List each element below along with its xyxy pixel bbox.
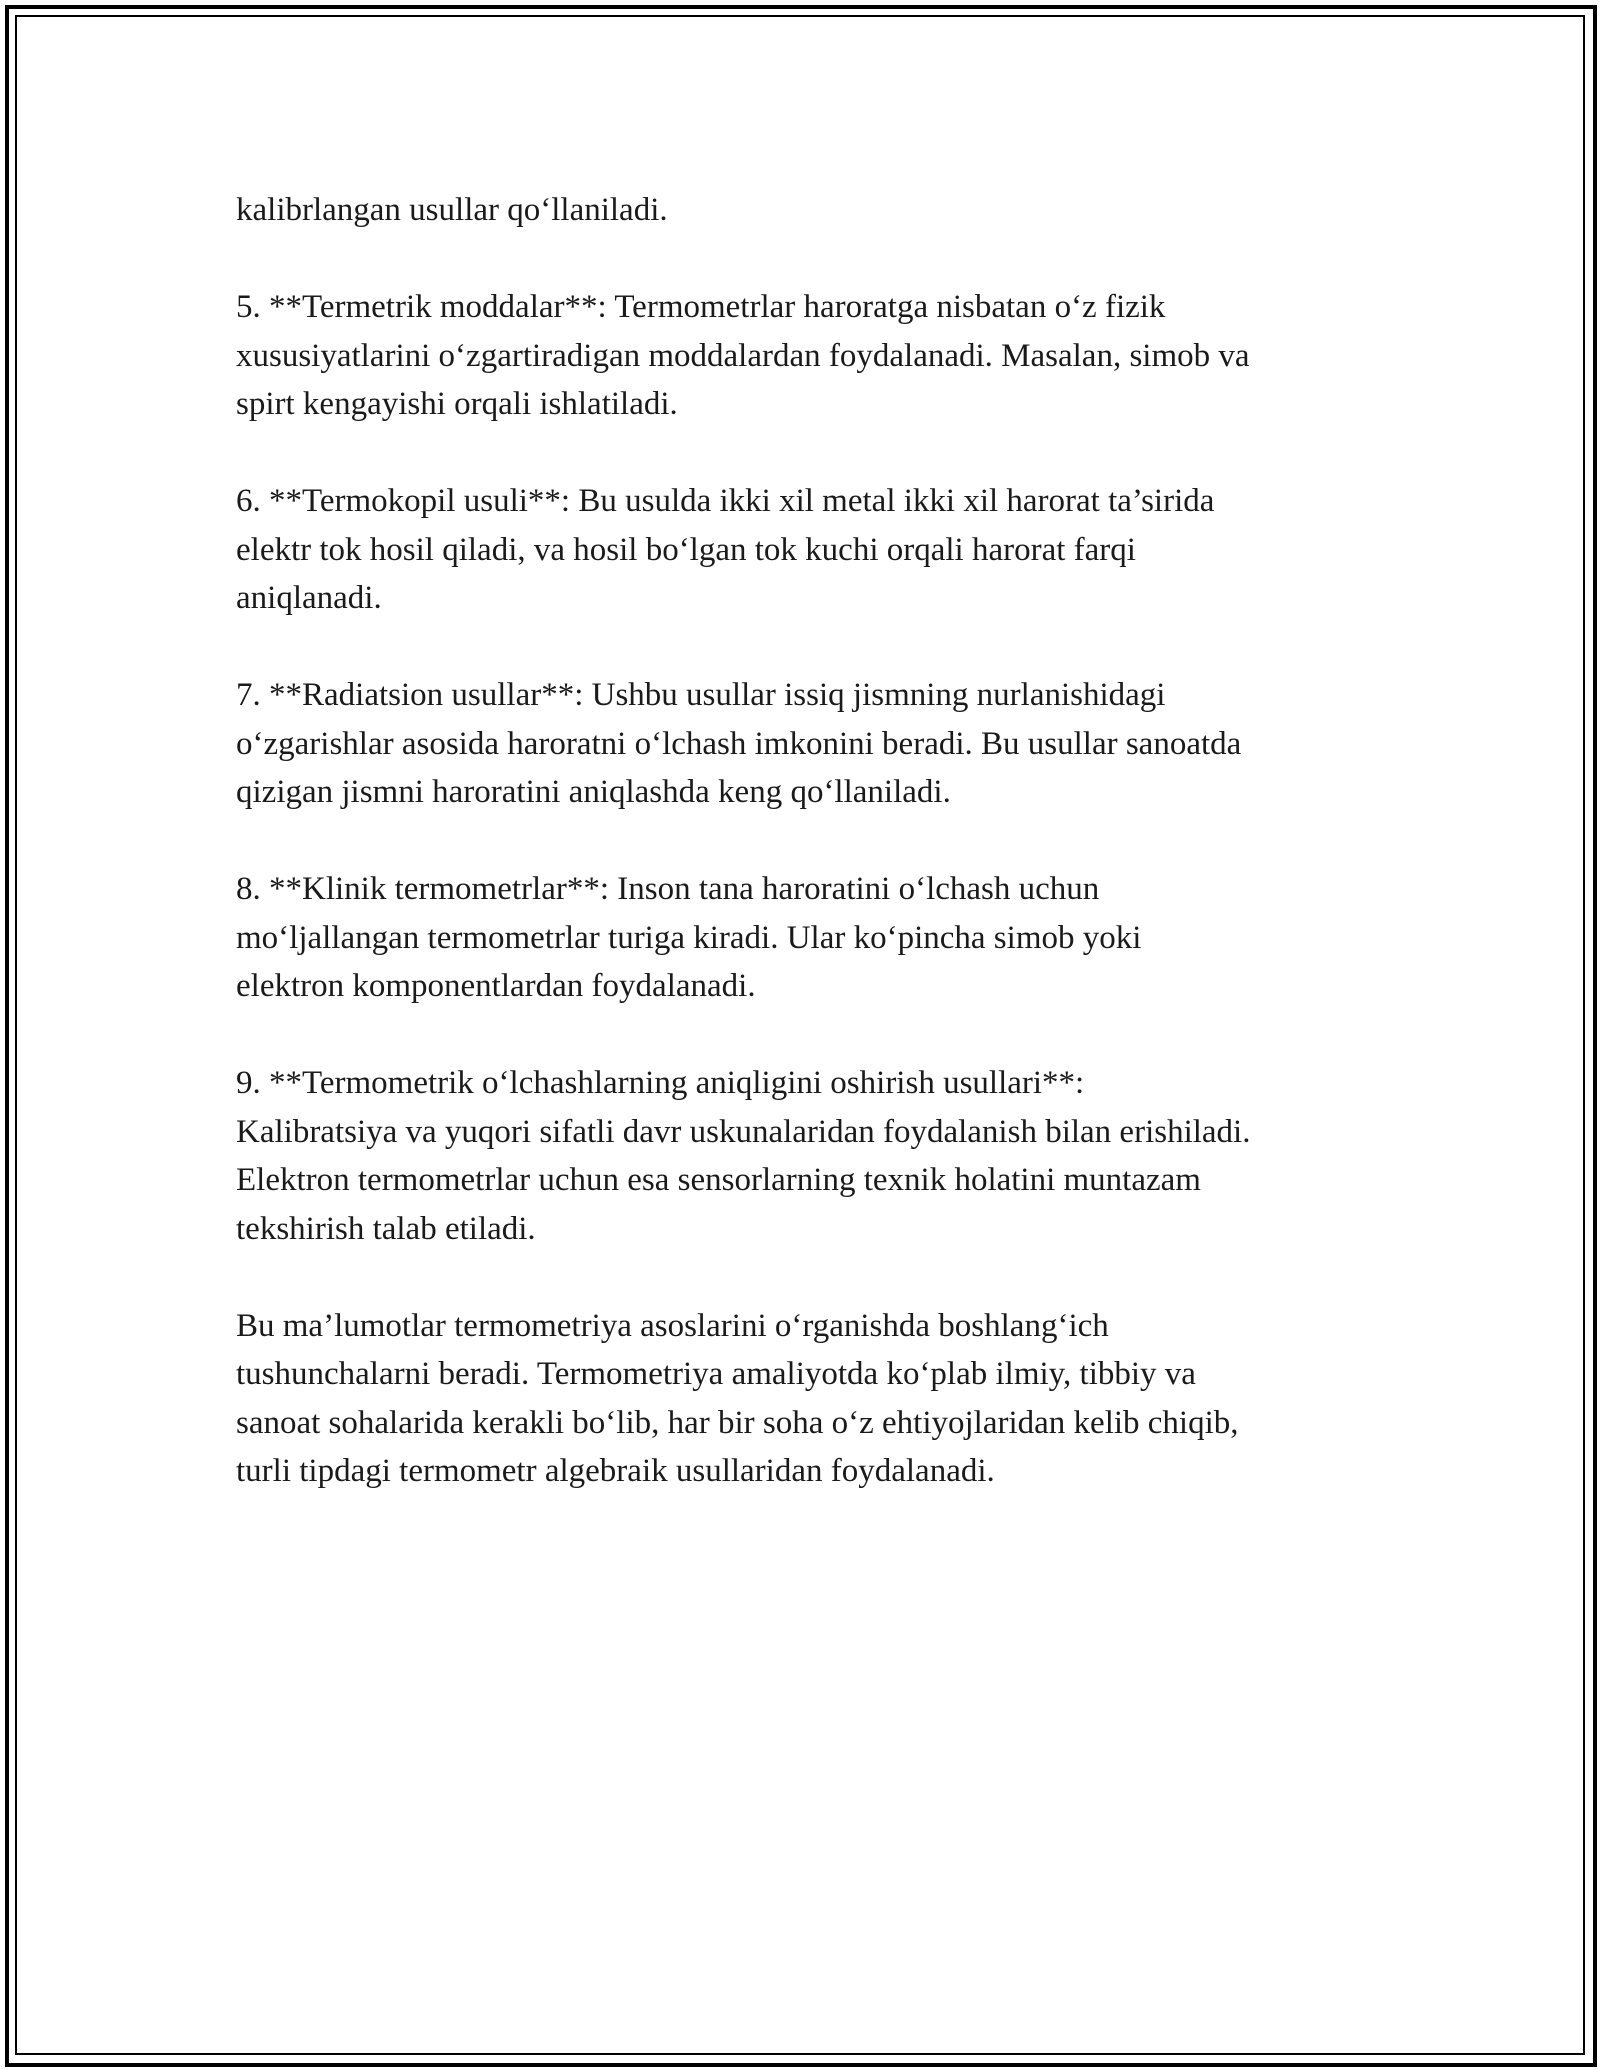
document-body — [236, 186, 1386, 1544]
paragraph-item-9: 9. **Termometrik o‘lchashlarning aniqligini oshirish usullari**: Kalibratsiya va yuqori sifatli davr uskunalaridan foydalanish bilan erishiladi. Elektron termometrlar uchun esa sensorlarning texnik holatini muntazam tekshirish talab etiladi. — [236, 1065, 1251, 1247]
paragraph-item-8: 8. **Klinik termometrlar**: Inson tana haroratini o‘lchash uchun mo‘ljallangan termometrlar turiga kiradi. Ular ko‘pincha simob yoki elektron komponentlardan foydalanadi. — [236, 871, 1142, 1004]
paragraph-item-6: 6. **Termokopil usuli**: Bu usulda ikki xil metal ikki xil harorat ta’sirida elektr tok hosil qiladi, va hosil bo‘lgan tok kuchi orqali harorat farqi aniqlanadi. — [236, 483, 1215, 616]
paragraph-item-7: 7. **Radiatsion usullar**: Ushbu usullar issiq jismning nurlanishidagi o‘zgarishlar asosida haroratni o‘lchash imkonini beradi. Bu usullar sanoatda qizigan jismni haroratini aniqlashda keng qo‘llaniladi. — [236, 677, 1242, 810]
paragraph-conclusion: Bu ma’lumotlar termometriya asoslarini o‘rganishda boshlang‘ich tushunchalarni beradi. Termometriya amaliyotda ko‘plab ilmiy, tibbiy va sanoat sohalarida kerakli bo‘lib, har bir soha o‘z ehtiyojlaridan kelib chiqib, turli tipdagi termometr algebraik usullaridan foydalanadi. — [236, 1307, 1239, 1489]
paragraph-item-5: 5. **Termetrik moddalar**: Termometrlar haroratga nisbatan o‘z fizik xususiyatlarini o‘zgartiradigan moddalardan foydalanadi. Masalan, simob va spirt kengayishi orqali ishlatiladi. — [236, 289, 1250, 422]
paragraph-continuation: kalibrlangan usullar qo‘llaniladi. — [236, 192, 668, 228]
